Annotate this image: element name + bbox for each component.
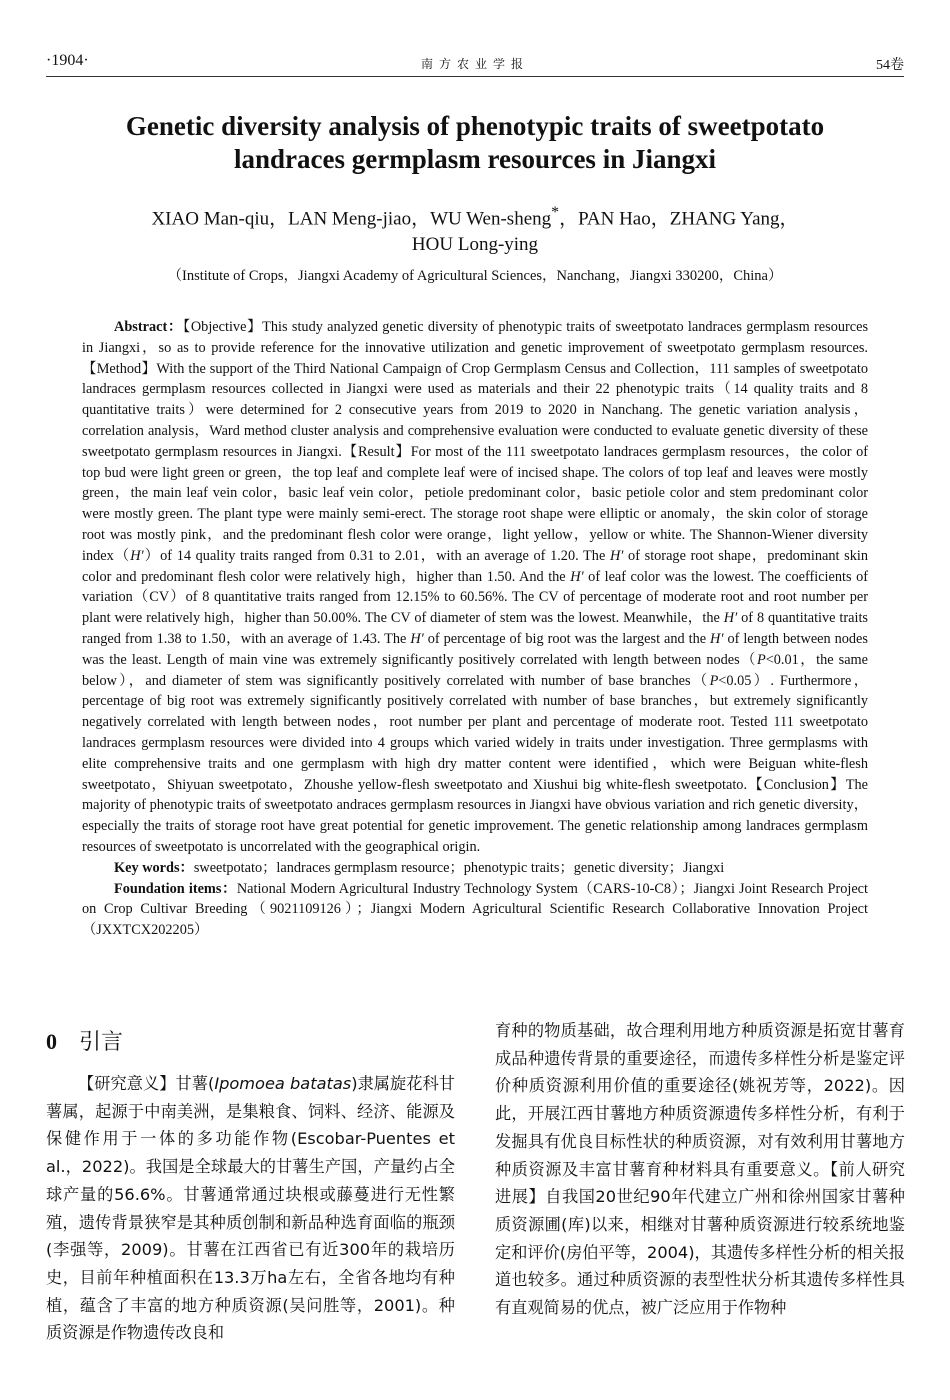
journal-name: 南方农业学报 <box>420 57 529 71</box>
shannon-index-symbol: H′ <box>130 547 144 564</box>
foundation-label: Foundation items： <box>114 880 237 897</box>
section-title: 引言 <box>79 1030 124 1055</box>
p-value-symbol: P <box>709 672 719 689</box>
affiliation: （Institute of Crops，Jiangxi Academy of Agricultural Sciences，Nanchang，Jiangxi 330200，China） <box>167 268 783 284</box>
foundation-items <box>82 879 868 941</box>
abstract-seg: of percentage of big root was the largest and the <box>423 630 711 647</box>
keywords-label: Key words： <box>114 859 194 876</box>
foundation-text: National Modern Agricultural Industry Technology System（CARS-10-C8）；Jiangxi Joint Research Project on Crop Cultivar Breeding（9021109126）；Jiangxi Modern Agricultural Scientific Research Collaborative Innovation Project（JXXTCX202205） <box>82 880 868 939</box>
shannon-index-symbol: H′ <box>609 547 624 564</box>
abstract-seg: of leaf color was the lowest. The coefficients of variation（CV）of 8 quantitative traits ranged from 12.15% to 60.56%. The CV of percentage of moderate root and root number per plant were relatively high，higher than 50.00%. The CV of diameter of stem was the lowest. Meanwhile，the <box>82 568 868 627</box>
abstract-seg: of 8 quantitative traits ranged from 1.38 to 1.50，with an average of 1.43. The <box>82 610 868 647</box>
keywords <box>82 858 868 879</box>
volume-label: 54卷 <box>876 58 904 73</box>
section-number: 0 <box>46 1029 57 1054</box>
shannon-index-symbol: H′ <box>723 610 738 627</box>
authors-line1a: XIAO Man-qiu，LAN Meng-jiao，WU Wen-sheng <box>151 208 552 230</box>
abstract-label: Abstract： <box>114 319 183 335</box>
author-list <box>90 200 860 258</box>
authors-line2: HOU Long-ying <box>411 234 539 256</box>
body-text-seg: 【研究意义】甘薯( <box>78 1074 215 1093</box>
abstract-seg: ）of 14 quality traits ranged from 0.31 to 2.01，with an average of 1.20. The <box>143 547 610 564</box>
running-header <box>46 50 904 77</box>
abstract-seg: <0.05）. Furthermore，percentage of big root was extremely significantly positively correlated with number of base branches，but extremely significantly negatively correlated with length between nodes，root number per plant and percentage of moderate root. Tested 111 sweetpotato landraces germplasm resources were divided into 4 groups which varied widely in traits under investigation. Three germplasms with elite comprehensive traits and one germplasm with high dry matter content were identified，which were Beiguan white-flesh sweetpotato，Shiyuan sweetpotato，Zhoushe yellow-flesh sweetpotato and Xiushui big white-flesh sweetpotato.【Conclusion】The majority of phenotypic traits of sweetpotato andraces germplasm resources in Jiangxi have obvious variation and rich genetic diversity，especially the traits of storage root have great potential for genetic improvement. The genetic relationship among landraces germplasm resources of sweetpotato is uncorrelated with the geographical origin. <box>82 672 868 855</box>
body-column-left <box>46 1070 455 1347</box>
species-name: Ipomoea batatas <box>214 1074 352 1093</box>
shannon-index-symbol: H′ <box>570 568 584 585</box>
keywords-text: sweetpotato；landraces germplasm resource；phenotypic traits；genetic diversity；Jiangxi <box>193 859 725 876</box>
abstract-block <box>82 317 868 941</box>
page-number: ·1904· <box>46 52 89 69</box>
abstract-seg: of storage root shape，predominant skin color and predominant flesh color were relatively high，higher than 1.50. And the <box>82 547 869 585</box>
corresponding-author-mark: * <box>551 204 560 221</box>
abstract-seg: 【Objective】This study analyzed genetic diversity of phenotypic traits of sweetpotato landraces germplasm resources in Jiangxi，so as to provide reference for the innovative utilization and genetic improvement of sweetpotato germplasm resources.【Method】With the support of the Third National Campaign of Crop Germplasm Census and Collection，111 samples of sweetpotato landraces germplasm resources collected in Jiangxi were used as materials and their 22 phenotypic traits（14 quality traits and 8 quantitative traits）were determined for 2 consecutive years from 2019 to 2020 in Nanchang. The genetic variation analysis，correlation analysis，Ward method cluster analysis and comprehensive evaluation were conducted to evaluate genetic diversity of these sweetpotato germplasm resources in Jiangxi.【Result】For most of the 111 sweetpotato landraces germplasm resources，the color of top bud were light green or green，the top leaf and complete leaf were of incised shape. The colors of top leaf and leaves were mostly green，the main leaf vein color，basic leaf vein color，petiole predominant color，basic petiole color and stem predominant color were mostly green. The plant type were mainly semi-erect. The storage root shape were elliptic or anomaly，the skin color of storage root was mostly pink，and the predominant flesh color were orange，light yellow，yellow or white. The Shannon-Wiener diversity index（ <box>82 319 869 564</box>
paper-title: Genetic diversity analysis of phenotypic traits of sweetpotato landraces germplasm resources in Jiangxi <box>125 111 825 174</box>
authors-line1b: ，PAN Hao，ZHANG Yang， <box>559 208 799 230</box>
shannon-index-symbol: H′ <box>410 630 424 647</box>
p-value-symbol: P <box>756 651 766 668</box>
abstract-seg: of length between nodes was the least. Length of main vine was extremely significantly positively correlated with length between nodes（ <box>82 630 868 668</box>
body-column-right: 育种的物质基础，故合理利用地方种质资源是拓宽甘薯育成品种遗传背景的重要途径，而遗传多样性分析是鉴定评价种质资源利用价值的重要途径(姚祝芳等，2022)。因此，开展江西甘薯地方种质资源遗传多样性分析，有利于发掘具有优良目标性状的种质资源，对有效利用甘薯地方种质资源及丰富甘薯育种材料具有重要意义。【前人研究进展】自我国20世纪90年代建立广州和徐州国家甘薯种质资源圃(库)以来，相继对甘薯种质资源进行较系统地鉴定和评价(房伯平等，2004)，其遗传多样性分析的相关报道也较多。通过种质资源的表型性状分析其遗传多样性具有直观简易的优点，被广泛应用于作物种 <box>495 1021 905 1318</box>
section-heading <box>46 1025 123 1056</box>
abstract-text <box>82 317 868 858</box>
shannon-index-symbol: H′ <box>710 630 724 647</box>
body-text-seg: )隶属旋花科甘薯属，起源于中南美洲，是集粮食、饲料、经济、能源及保健作用于一体的多功能作物(Escobar-Puentes et al.，2022)。我国是全球最大的甘薯生产国，产量约占全球产量的56.6%。甘薯通常通过块根或藤蔓进行无性繁殖，遗传背景狭窄是其种质创制和新品种选育面临的瓶颈(李强等，2009)。甘薯在江西省已有近300年的栽培历史，目前年种植面积在13.3万ha左右，全省各地均有种植，蕴含了丰富的地方种质资源(吴问胜等，2001)。种质资源是作物遗传改良和 <box>46 1074 455 1343</box>
abstract-seg: <0.01，the same below），and diameter of stem was significantly positively correlated with number of base branches（ <box>82 651 869 689</box>
